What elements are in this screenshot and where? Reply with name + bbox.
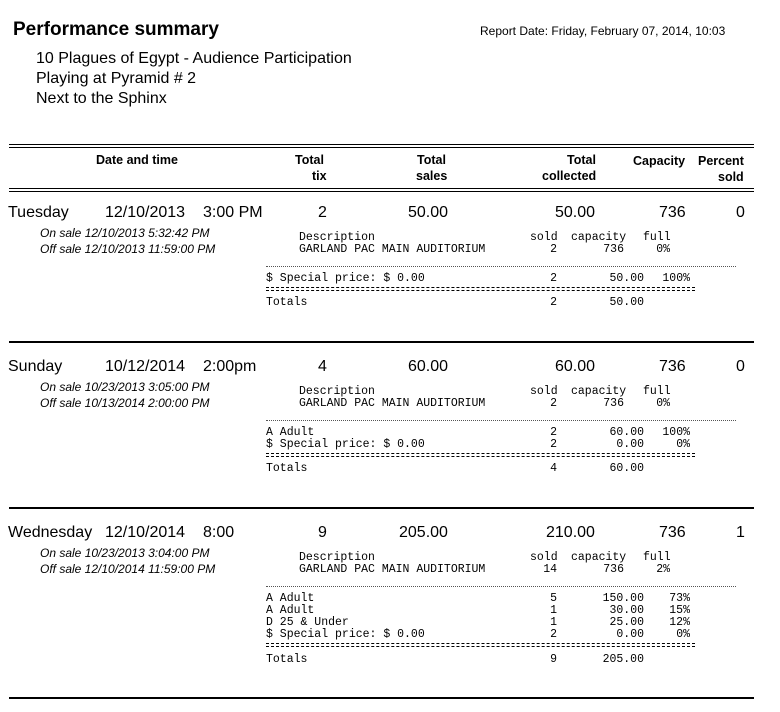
venue-description: GARLAND PAC MAIN AUDITORIUM <box>299 397 486 410</box>
price-amount: 0.00 <box>616 438 644 451</box>
price-sold: 2 <box>550 426 557 439</box>
perf-capacity: 736 <box>659 204 686 221</box>
totals-sold: 4 <box>550 462 557 475</box>
perf-tix: 2 <box>318 204 327 221</box>
perf-off-sale: Off sale 12/10/2013 11:59:00 PM <box>40 242 216 256</box>
col-capacity: Capacity <box>633 154 686 168</box>
performance-divider <box>9 341 754 343</box>
detail-capacity-header: capacity <box>571 551 627 564</box>
price-amount: 60.00 <box>609 426 644 439</box>
col-percent-1: Percent <box>698 154 744 168</box>
detail-sold-header: sold <box>530 385 558 398</box>
venue-sold: 14 <box>543 563 557 576</box>
price-name: A Adult <box>266 592 315 605</box>
perf-day: Sunday <box>8 358 63 375</box>
col-total-collected-1: Total <box>567 153 596 167</box>
detail-description-header: Description <box>299 385 375 398</box>
price-sold: 2 <box>550 272 557 285</box>
venue-description: GARLAND PAC MAIN AUDITORIUM <box>299 563 486 576</box>
location-line: Next to the Sphinx <box>36 90 167 107</box>
header-rule-top <box>9 144 754 145</box>
venue-full: 2% <box>656 563 670 576</box>
price-percent: 0% <box>676 628 690 641</box>
totals-sold: 2 <box>550 296 557 309</box>
perf-on-sale: On sale 10/23/2013 3:05:00 PM <box>40 380 210 394</box>
venue-capacity: 736 <box>603 397 624 410</box>
header-rule-bottom <box>9 188 754 189</box>
perf-sales: 205.00 <box>399 524 448 541</box>
double-separator <box>266 643 695 647</box>
dotted-separator <box>266 586 736 587</box>
venue-line: Playing at Pyramid # 2 <box>36 70 197 87</box>
price-percent: 100% <box>662 426 690 439</box>
dotted-separator <box>266 420 736 421</box>
price-amount: 0.00 <box>616 628 644 641</box>
perf-on-sale: On sale 10/23/2013 3:04:00 PM <box>40 546 210 560</box>
perf-time: 2:00pm <box>203 358 257 375</box>
perf-date: 12/10/2014 <box>105 524 186 541</box>
double-separator <box>266 287 695 291</box>
detail-capacity-header: capacity <box>571 231 627 244</box>
col-total-tix-2: tix <box>312 169 327 183</box>
page-title: Performance summary <box>13 19 219 40</box>
perf-date: 10/12/2014 <box>105 358 186 375</box>
totals-label: Totals <box>266 296 308 309</box>
venue-description: GARLAND PAC MAIN AUDITORIUM <box>299 243 486 256</box>
price-name: $ Special price: $ 0.00 <box>266 438 425 451</box>
perf-on-sale: On sale 12/10/2013 5:32:42 PM <box>40 226 210 240</box>
col-date-time: Date and time <box>96 153 178 167</box>
perf-time: 8:00 <box>203 524 235 541</box>
perf-off-sale: Off sale 12/10/2014 11:59:00 PM <box>40 562 216 576</box>
venue-sold: 2 <box>550 243 557 256</box>
perf-percent: 0 <box>736 204 745 221</box>
perf-sales: 60.00 <box>408 358 449 375</box>
perf-capacity: 736 <box>659 524 686 541</box>
perf-collected: 50.00 <box>555 204 596 221</box>
col-total-collected-2: collected <box>542 169 597 183</box>
price-percent: 73% <box>669 592 690 605</box>
price-sold: 5 <box>550 592 557 605</box>
report-date: Report Date: Friday, February 07, 2014, 10:03 <box>480 24 726 38</box>
perf-date: 12/10/2013 <box>105 204 186 221</box>
perf-capacity: 736 <box>659 358 686 375</box>
venue-capacity: 736 <box>603 243 624 256</box>
header-rule-top-2 <box>9 147 754 148</box>
detail-sold-header: sold <box>530 551 558 564</box>
price-sold: 1 <box>550 604 557 617</box>
perf-percent: 1 <box>736 524 745 541</box>
double-separator <box>266 453 695 457</box>
col-total-tix-1: Total <box>295 153 324 167</box>
venue-sold: 2 <box>550 397 557 410</box>
totals-label: Totals <box>266 653 308 666</box>
performance-divider <box>9 697 754 699</box>
dotted-separator <box>266 266 736 267</box>
performance-divider <box>9 507 754 509</box>
price-percent: 12% <box>669 616 690 629</box>
price-amount: 50.00 <box>609 272 644 285</box>
totals-amount: 50.00 <box>609 296 644 309</box>
price-sold: 2 <box>550 628 557 641</box>
detail-description-header: Description <box>299 231 375 244</box>
price-name: $ Special price: $ 0.00 <box>266 272 425 285</box>
price-amount: 150.00 <box>602 592 644 605</box>
price-name: A Adult <box>266 426 315 439</box>
venue-full: 0% <box>656 243 670 256</box>
col-total-sales-1: Total <box>417 153 446 167</box>
price-sold: 2 <box>550 438 557 451</box>
detail-capacity-header: capacity <box>571 385 627 398</box>
price-percent: 15% <box>669 604 690 617</box>
perf-time: 3:00 PM <box>203 204 263 221</box>
totals-amount: 205.00 <box>602 653 644 666</box>
price-sold: 1 <box>550 616 557 629</box>
price-amount: 30.00 <box>609 604 644 617</box>
detail-sold-header: sold <box>530 231 558 244</box>
perf-day: Wednesday <box>8 524 93 541</box>
totals-amount: 60.00 <box>609 462 644 475</box>
price-name: $ Special price: $ 0.00 <box>266 628 425 641</box>
perf-tix: 9 <box>318 524 327 541</box>
perf-percent: 0 <box>736 358 745 375</box>
detail-description-header: Description <box>299 551 375 564</box>
col-total-sales-2: sales <box>416 169 448 183</box>
perf-sales: 50.00 <box>408 204 449 221</box>
venue-capacity: 736 <box>603 563 624 576</box>
perf-day: Tuesday <box>8 204 69 221</box>
price-name: A Adult <box>266 604 315 617</box>
perf-collected: 60.00 <box>555 358 596 375</box>
detail-full-header: full <box>643 231 671 244</box>
venue-full: 0% <box>656 397 670 410</box>
col-percent-2: sold <box>718 170 744 184</box>
price-name: D 25 & Under <box>266 616 349 629</box>
price-percent: 100% <box>662 272 690 285</box>
perf-off-sale: Off sale 10/13/2014 2:00:00 PM <box>40 396 210 410</box>
totals-sold: 9 <box>550 653 557 666</box>
price-amount: 25.00 <box>609 616 644 629</box>
detail-full-header: full <box>643 385 671 398</box>
perf-collected: 210.00 <box>546 524 595 541</box>
show-name: 10 Plagues of Egypt - Audience Participation <box>36 50 352 67</box>
detail-full-header: full <box>643 551 671 564</box>
perf-tix: 4 <box>318 358 327 375</box>
totals-label: Totals <box>266 462 308 475</box>
header-rule-bottom-2 <box>9 191 754 192</box>
price-percent: 0% <box>676 438 690 451</box>
